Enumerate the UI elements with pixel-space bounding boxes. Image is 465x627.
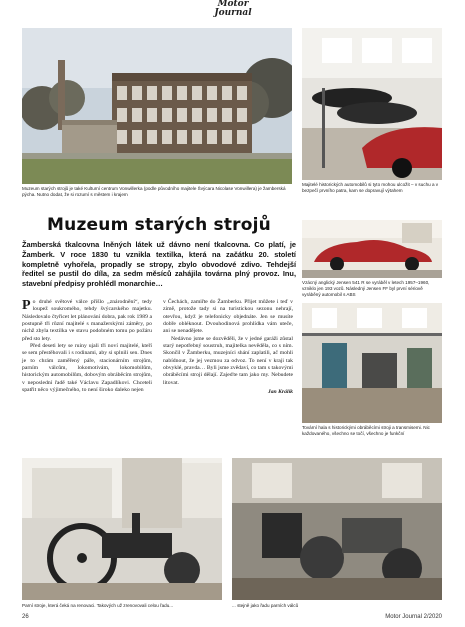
- workshop-caption: ... stejně jako řadu parních válců: [232, 603, 299, 608]
- factory-photo: [22, 28, 292, 184]
- logo-line-1: Motor: [217, 0, 249, 9]
- paragraph: [22, 299, 152, 343]
- cars-hall-illustration: [302, 28, 442, 180]
- workshop-illustration: [232, 458, 442, 600]
- cars-caption: Majitelé historických automobilů si tyto mohou ulcožit – v suchu a v bezpečí prvního patra, kam se dopravují výtahem: [302, 182, 439, 193]
- paragraph-text: o druhé světové válce přišlo „znárodnění“, tedy loupež soukromého, tehdy švýcarského majetku. Následovalo čtyřicet let plánování dobra, pak rok 1989 a postupně tři různí majitelé s manažerskými záměry, po nichž zbyla textilka ve stavu podobném tomu po požáru před sto lety.: [22, 299, 152, 342]
- paragraph: v Čechách, zamiřte do Žamberku. Přijet můžete i teď v zimě, protože tady si na turistickou sezonu nehrají, otevřou, když je telefonicky objednáte. Jen se musíte dobře obléknout. Dvouhodinová prohlídka vám uteče, ani se nenadějete.: [163, 299, 293, 335]
- jensen-photo: [302, 220, 442, 278]
- logo-line-2: Journal: [214, 8, 252, 18]
- factory-caption: Muzeum starých strojů je také Kulturní centrum Vonwillerka (podle původního majitele Švýcara Nicolase Vonwillera) je žamberská pýcha. Nutno dodat, že si rozumí s městem i krajem: [22, 186, 286, 197]
- machines-photo: [302, 303, 442, 423]
- factory-illustration: [22, 28, 292, 184]
- magazine-logo: [203, 0, 263, 20]
- paragraph: Před deseti lety se ruiny ujali tři noví majitelé, kteří se sem přestěhovali i s rodinami, aby si splnili sen. Dnes je to chrám zaměřený páře, stacionárním strojům, parním válcům, lokomotivám, lokomobilům, historickým automobilům, dobovým obráběcím strojům, v neposlední řadě také Václavu Zapadlíkovi. Chceteli spatřit něco výjimečného, to není široko daleko nejen: [22, 343, 152, 394]
- author-name: Jan Králík: [267, 389, 293, 396]
- machines-caption: Tovární hala s historickými obráběcími stroji a transmisemi. Nic každovaného, všechno se točí, všechno je funkční: [302, 425, 430, 436]
- jensen-caption: Vzácný anglický Jensen 541 R se vyráběl v letech 1957–1960, vzniklo jen 193 vozů. Následný Jensen FF byl první sériově vyráběný automobil s ABS: [302, 280, 430, 297]
- drop-cap: P: [22, 298, 31, 313]
- machine-hall-illustration: [302, 303, 442, 423]
- paragraph: Nedávno jsme se dozvěděli, že v jedné garáži zůstal starý nepotřebný soustruh, majitelka nevěděla, co s ním. Skončil v Žamberku, muzejníci shání zaplatili, ač mohli nabídnout, že jej vezmou za odvoz. To není v kraji tak obvyklé, pravda… Byli jsme zvědaví, co tam s takovými obráběcími stroji dělají. Zajeďte tam jako my. Nebudete litovat.: [163, 335, 293, 386]
- steam-engine-illustration: [22, 458, 222, 600]
- article-lead: Žamberská tkalcovna lněných látek už dávno není tkalcovna. Co platí, je Žamberk. V roce 1830 tu vznikla textilka, která na začátku 20. století kompletně vyhořela, propadly se stropy, zbylo obvodové zdivo. Tehdejší ředitel se pustil do díla, za sedm měsíců zahájila továrna plný provoz. Inu, stavební předpisy prohlédl monarchie…: [22, 240, 296, 289]
- article-title: Muzeum starých strojů: [47, 215, 271, 235]
- text-column-left: [22, 299, 152, 394]
- text-column-right: [163, 299, 293, 396]
- issue-label: Motor Journal 2/2020: [385, 614, 442, 620]
- workshop-photo: [232, 458, 442, 600]
- steam-photo: [22, 458, 222, 600]
- page-number: 26: [22, 614, 29, 620]
- cars-photo: [302, 28, 442, 180]
- steam-caption: Parní stroje, která čeká na renovaci. Takových už zrenovovali celou řadu...: [22, 603, 174, 608]
- jensen-illustration: [302, 220, 442, 278]
